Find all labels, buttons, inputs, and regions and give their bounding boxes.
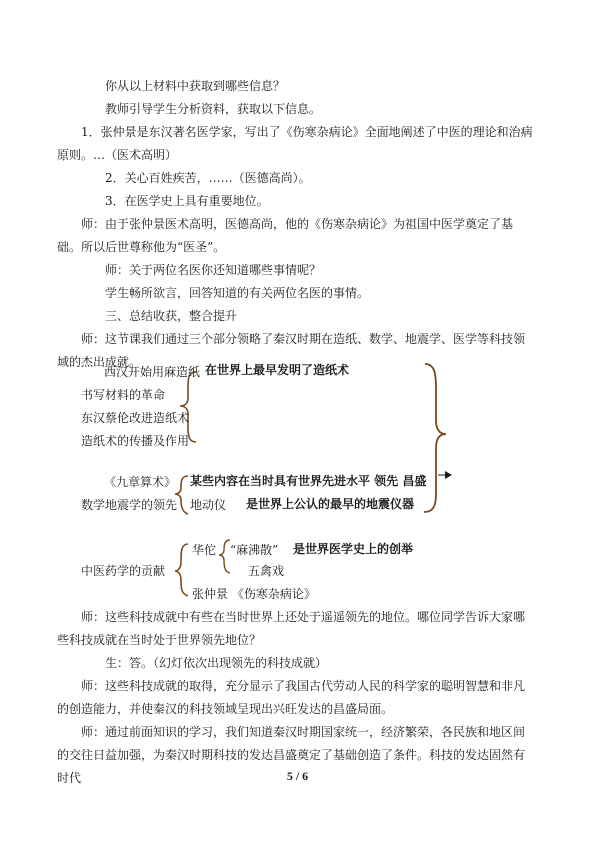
paragraph-conclusion: 师：通过前面知识的学习，我们知道秦汉时期国家统一，经济繁荣，各民族和地区间的交往日益加强，为秦汉时期科技的发达昌盛奠定了基础创造了条件。科技的发达固然有时代: [57, 725, 526, 785]
diagram-math-note: 某些内容在当时具有世界先进水平 领先 昌盛: [190, 474, 427, 488]
brace-medicine: [175, 544, 188, 596]
diagram-device: 地动仪: [190, 498, 227, 512]
arrow-head: [445, 471, 452, 479]
paragraph-point-1: 1．张仲景是东汉著名医学家，写出了《伤寒杂病论》全面地阐述了中医的理论和治病原则。…（医术高明）: [57, 125, 533, 162]
page-number: 5 / 6: [286, 769, 309, 783]
brace-large-right: [424, 364, 446, 512]
diagram-device-note: 是世界上公认的最早的地震仪器: [246, 497, 415, 511]
paragraph-guide: 教师引导学生分析资料，获取以下信息。: [105, 102, 322, 116]
section-heading-summary: 三、总结收获，整合提升: [105, 309, 238, 323]
diagram-math: 《九章算术》: [104, 475, 177, 489]
paragraph-summary: 师：这节课我们通过三个部分领略了秦汉时期在造纸、数学、地震学、医学等科技领域的杰出成就。: [57, 332, 526, 369]
paragraph-student-answer: 生：答。（幻灯依次出现领先的科技成就）: [105, 656, 328, 670]
diagram-paper-line1: 西汉开始用麻造纸: [104, 365, 201, 379]
diagram-paper-line3: 东汉蔡伦改进造纸术: [81, 411, 190, 425]
brace-paper: [180, 372, 196, 442]
diagram-mafeisan-note: 是世界医学史上的创举: [293, 542, 414, 556]
diagram-paper-line2: 书写材料的革命: [81, 388, 166, 402]
brace-huatuo: [219, 540, 230, 573]
paragraph-achievements: 师：这些科技成就的取得，充分显示了我国古代劳动人民的科学家的聪明智慧和非凡的创造能力，并使秦汉的科技领域呈现出兴旺发达的昌盛局面。: [57, 679, 526, 716]
paragraph-question: 你从以上材料中获取到哪些信息？: [105, 79, 286, 93]
diagram-mafeisan: “麻沸散”: [230, 543, 279, 557]
diagram-medicine-title: 中医药学的贡献: [81, 564, 166, 578]
paragraph-point-2: 2．关心百姓疾苦，……（医德高尚）。: [105, 171, 311, 185]
diagram-paper-line1-note: 在世界上最早发明了造纸术: [205, 363, 350, 377]
diagram-zhang: 张仲景 《伤寒杂病论》: [192, 587, 316, 601]
paragraph-leading: 师：这些科技成就中有些在当时世界上还处于遥遥领先的地位。哪位同学告诉大家哪些科技成就在当时处于世界领先地位？: [57, 610, 526, 647]
diagram-paper-line4: 造纸术的传播及作用: [81, 434, 190, 448]
diagram-wuqinxi: 五禽戏: [248, 564, 285, 578]
paragraph-point-3: 3．在医学史上具有重要地位。: [105, 194, 269, 208]
paragraph-students: 学生畅所欲言，回答知道的有关两位名医的事情。: [105, 286, 370, 300]
paragraph-teacher-ask: 师：关于两位名医你还知道哪些事情呢？: [105, 263, 322, 277]
diagram-seismo: 数学地震学的领先: [81, 498, 178, 512]
diagram-huatuo: 华佗: [192, 543, 217, 557]
paragraph-yisheng: 师：由于张仲景医术高明，医德高尚，他的《伤寒杂病论》为祖国中医学奠定了基础。所以后世尊称他为“医圣”。: [57, 217, 514, 254]
